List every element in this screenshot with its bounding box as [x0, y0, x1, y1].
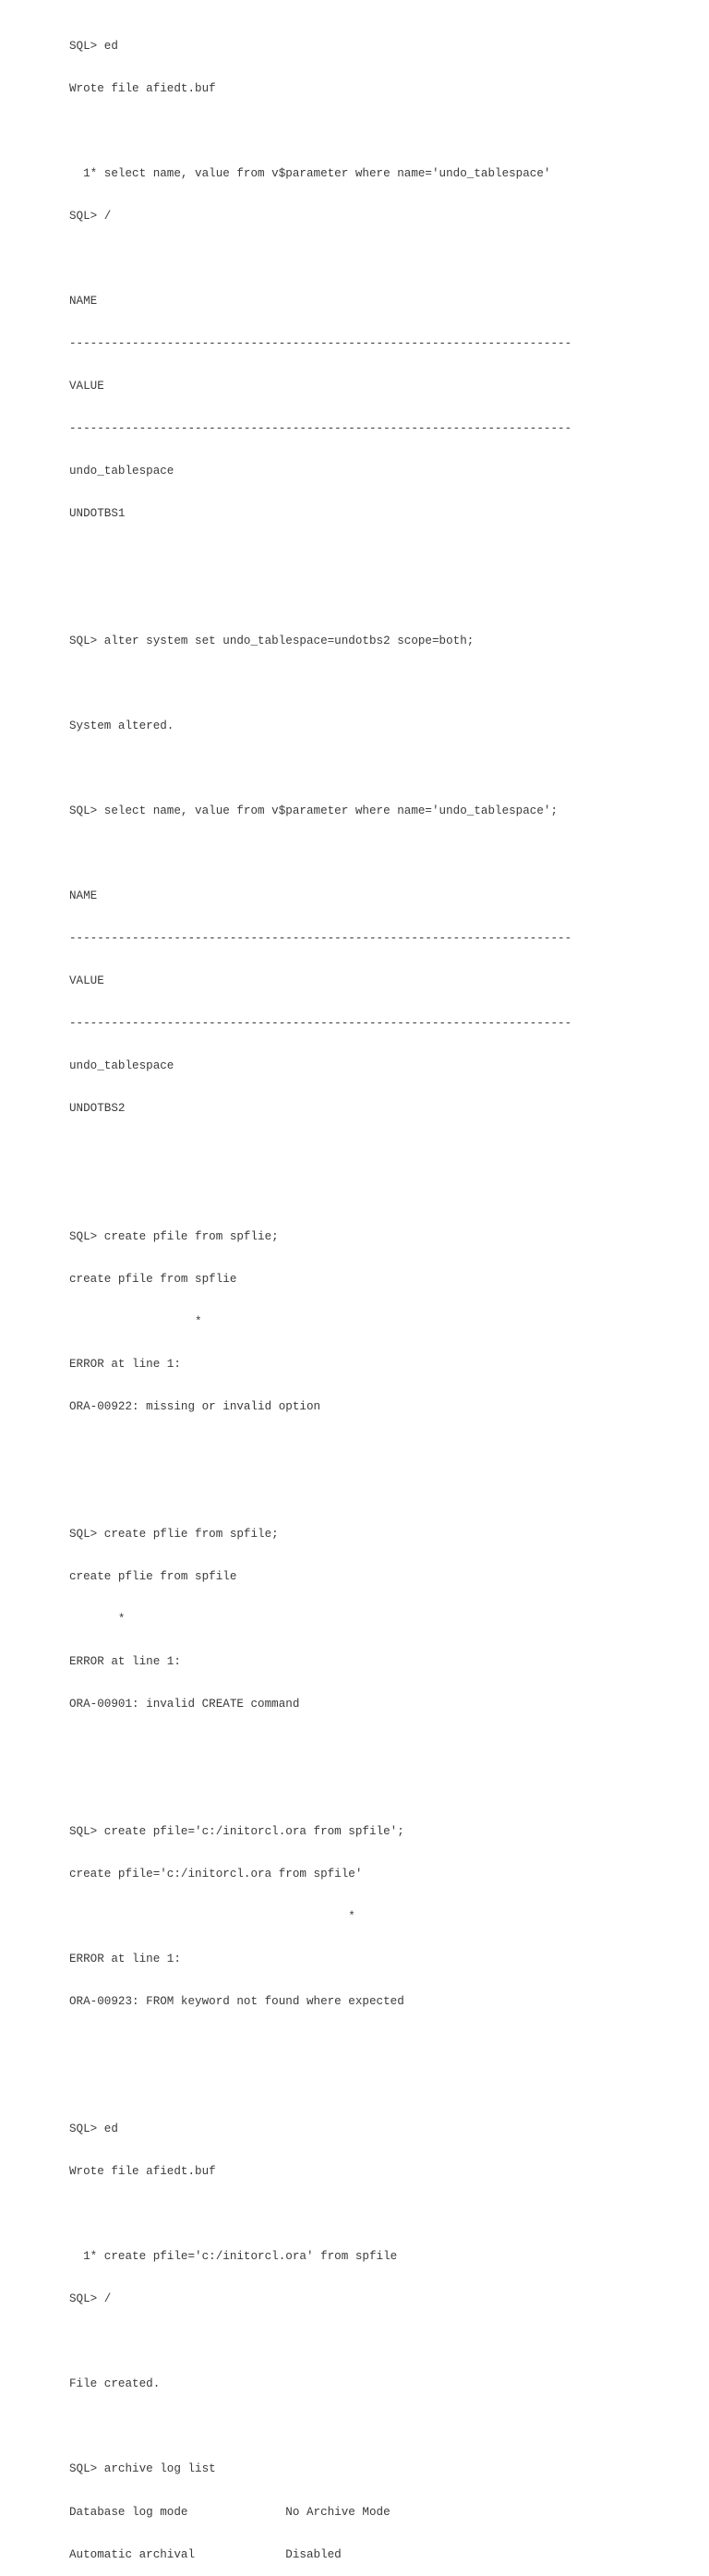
- console-line: [69, 1485, 697, 1499]
- console-line: [69, 847, 697, 861]
- console-line: ERROR at line 1:: [69, 1654, 181, 1668]
- console-line: [69, 252, 697, 266]
- console-line: [69, 677, 697, 691]
- console-line: create pfile='c:/initorcl.ora from spfile': [69, 1868, 363, 1881]
- console-line: SQL> /: [69, 209, 112, 223]
- console-line: *: [69, 1314, 202, 1328]
- console-line: 1* select name, value from v$parameter where name='undo_tablespace': [69, 166, 551, 180]
- console-line: [69, 125, 697, 139]
- console-line: ORA-00901: invalid CREATE command: [69, 1697, 300, 1711]
- console-line: VALUE: [69, 974, 104, 988]
- console-line: [69, 2080, 697, 2094]
- console-line: Wrote file afiedt.buf: [69, 81, 216, 95]
- console-line: ERROR at line 1:: [69, 1953, 181, 1966]
- console-line: ------------------------------------------------------------------------: [69, 932, 572, 946]
- console-line: NAME: [69, 294, 98, 308]
- console-line: ERROR at line 1:: [69, 1357, 181, 1371]
- console-line: SQL> /: [69, 2292, 112, 2306]
- console-line: *: [69, 1910, 355, 1924]
- console-line: undo_tablespace: [69, 1059, 174, 1073]
- console-line: ------------------------------------------------------------------------: [69, 336, 572, 350]
- console-line: [69, 2420, 697, 2434]
- console-line: [69, 1443, 697, 1457]
- console-line: SQL> create pfile from spflie;: [69, 1229, 279, 1243]
- console-line: Automatic archival Disabled: [69, 2547, 342, 2561]
- console-line: create pflie from spfile: [69, 1569, 237, 1583]
- console-line: [69, 2207, 697, 2221]
- console-line: SQL> ed: [69, 2122, 118, 2136]
- console-line: SQL> archive log list: [69, 2462, 216, 2476]
- console-line: [69, 762, 697, 776]
- console-line: ORA-00922: missing or invalid option: [69, 1399, 321, 1413]
- console-line: ------------------------------------------------------------------------: [69, 421, 572, 435]
- console-line: 1* create pfile='c:/initorcl.ora' from spfile: [69, 2250, 398, 2264]
- console-line: File created.: [69, 2377, 161, 2391]
- console-line: SQL> create pfile='c:/initorcl.ora from spfile';: [69, 1825, 404, 1838]
- console-line: [69, 2038, 697, 2051]
- console-line: undo_tablespace: [69, 465, 174, 478]
- console-line: SQL> alter system set undo_tablespace=undotbs2 scope=both;: [69, 635, 475, 648]
- console-line: *: [69, 1612, 126, 1626]
- console-line: [69, 1145, 697, 1159]
- console-line: [69, 2335, 697, 2349]
- console-line: [69, 1783, 697, 1796]
- console-line: ORA-00923: FROM keyword not found where expected: [69, 1995, 404, 2009]
- console-line: VALUE: [69, 379, 104, 393]
- console-line: [69, 1188, 697, 1202]
- console-line: UNDOTBS1: [69, 507, 126, 521]
- console-line: [69, 550, 697, 563]
- console-line: System altered.: [69, 720, 174, 733]
- console-line: UNDOTBS2: [69, 1102, 126, 1116]
- console-line: [69, 592, 697, 606]
- sql-console-transcript: [69, 11, 697, 2576]
- console-line: create pfile from spflie: [69, 1272, 237, 1286]
- console-line: SQL> ed: [69, 39, 118, 53]
- console-line: Wrote file afiedt.buf: [69, 2165, 216, 2179]
- console-line: SQL> create pflie from spfile;: [69, 1527, 279, 1541]
- console-line: ------------------------------------------------------------------------: [69, 1017, 572, 1031]
- console-line: SQL> select name, value from v$parameter where name='undo_tablespace';: [69, 804, 559, 818]
- console-line: Database log mode No Archive Mode: [69, 2505, 391, 2519]
- console-line: NAME: [69, 889, 98, 903]
- console-line: [69, 1740, 697, 1754]
